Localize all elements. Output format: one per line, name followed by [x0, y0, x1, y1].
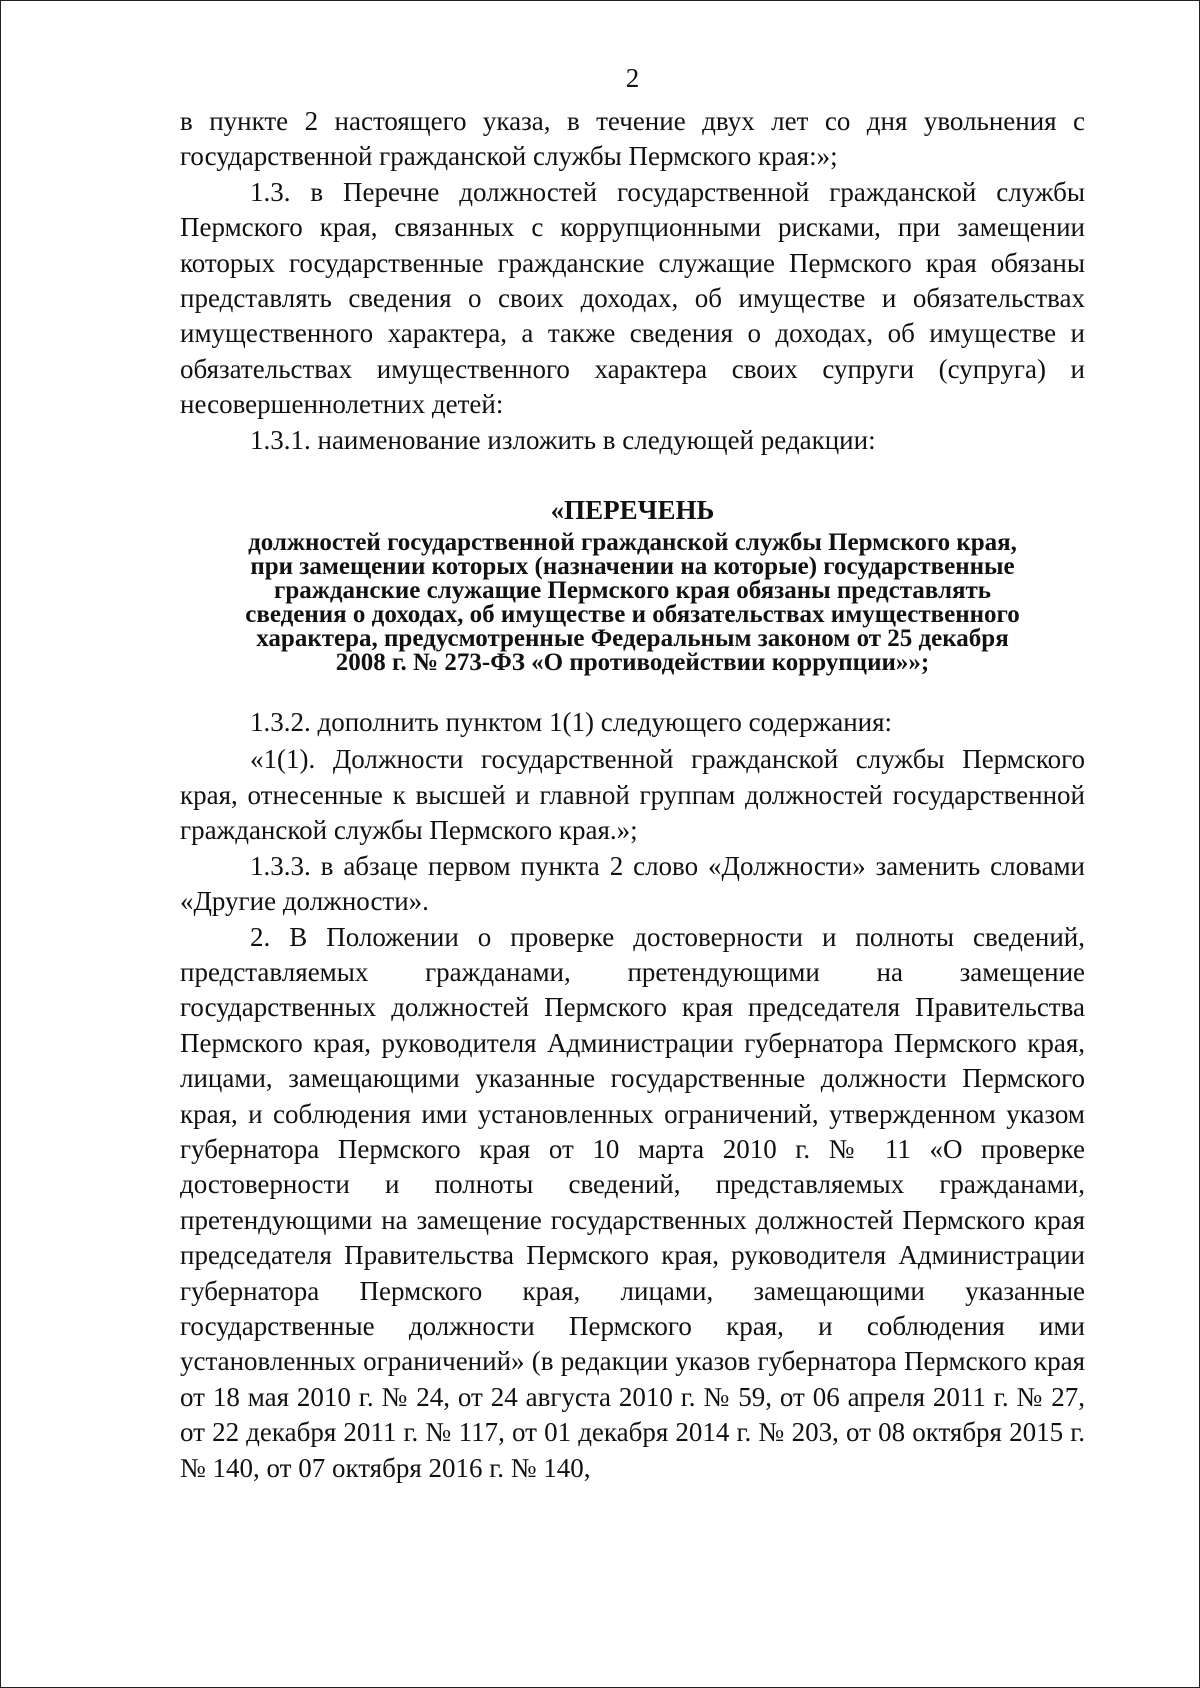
heading-line: при замещении которых (назначении на которые) государственные — [250, 553, 1015, 581]
document-page — [180, 60, 1085, 1486]
heading-line: гражданские служащие Пермского края обязаны представлять — [273, 577, 992, 605]
paragraph-1-1-quote: «1(1). Должности государственной гражданской службы Пермского края, отнесенные к высшей и главной группам должностей государственной гражданской службы Пермского края.»; — [180, 744, 1085, 846]
paragraph-2: 2. В Положении о проверке достоверности и полноты сведений, представляемых гражданами, претендующими на замещение государственных должностей Пермского края председателя Правительства Пермского края, руководителя Администрации губернатора Пермского края, лицами, замещающими указанные государственные должности Пермского края, и соблюдения ими установленных ограничений, утвержденном указом губернатора Пермского края от 10 марта 2010 г. № 11 «О проверке достоверности и полноты сведений, представляемых гражданами, претендующими на замещение государственных должностей Пермского края председателя Правительства Пермского края, руководителя Администрации губернатора Пермского края, лицами, замещающими указанные государственные должности Пермского края, и соблюдения ими установленных ограничений» (в редакции указов губернатора Пермского края от 18 мая 2010 г. № 24, от 24 августа 2010 г. № 59, от 06 апреля 2011 г. № 27, от 22 декабря 2011 г. № 117, от 01 декабря 2014 г. № 203, от 08 октября 2015 г. № 140, от 07 октября 2016 г. № 140, — [180, 921, 1085, 1483]
paragraph-1-3-2: 1.3.2. дополнить пунктом 1(1) следующего содержания: — [250, 707, 893, 738]
heading-line: должностей государственной гражданской службы Пермского края, — [248, 529, 1017, 557]
heading-line: сведения о доходах, об имуществе и обязательствах имущественного — [245, 601, 1020, 629]
paragraph-continuation: в пункте 2 настоящего указа, в течение двух лет со дня увольнения с государственной гражданской службы Пермского края:»; — [180, 106, 1085, 172]
paragraph-1-3: 1.3. в Перечне должностей государственной гражданской службы Пермского края, связанных с коррупционными рисками, при замещении которых государственные гражданские служащие Пермского края обязаны представлять сведения о своих доходах, об имуществе и обязательствах имущественного характера, а также сведения о доходах, об имуществе и обязательствах имущественного характера своих супруги (супруга) и несовершеннолетних детей: — [180, 176, 1085, 420]
list-heading-title: «ПЕРЕЧЕНЬ — [550, 495, 715, 526]
list-heading-subtitle — [180, 531, 1085, 675]
heading-line: 2008 г. № 273-ФЗ «О противодействии коррупции»»; — [335, 649, 930, 677]
list-heading — [180, 492, 1085, 675]
heading-line: характера, предусмотренные Федеральным законом от 25 декабря — [256, 625, 1009, 653]
paragraph-1-3-1: 1.3.1. наименование изложить в следующей редакции: — [250, 424, 876, 455]
paragraph-1-3-3: 1.3.3. в абзаце первом пункта 2 слово «Должности» заменить словами «Другие должности». — [180, 850, 1085, 917]
page-number: 2 — [625, 63, 640, 93]
